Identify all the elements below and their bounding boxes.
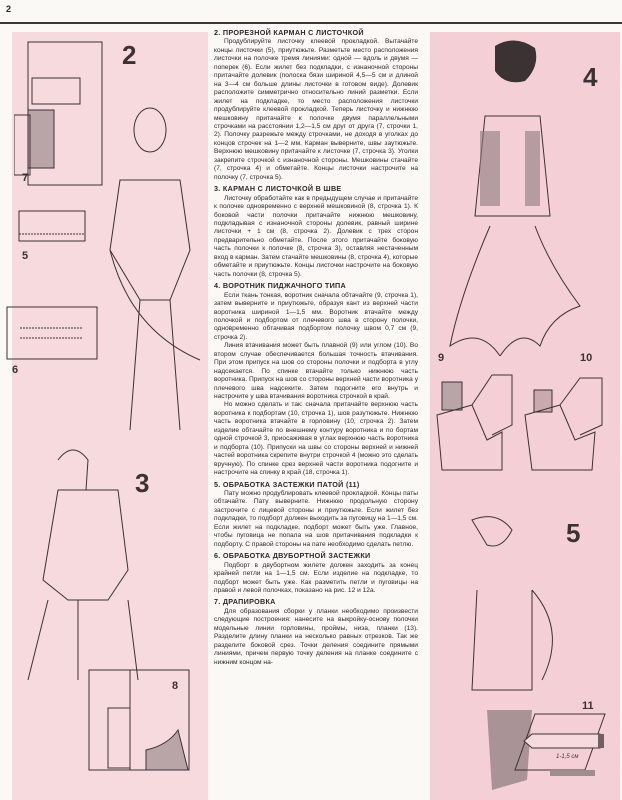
section-paragraph: Но можно сделать и так: сначала притачайте верхнюю часть воротника к подбортам (10, строчка 1), шов разутюжьте. Нижнюю часть воротника втачайте в горловину (10, строчка 2). Затем изделие обтачайте по внешнему контуру воротника и по бортам одной строчкой 3, приосаживая в углах верхнюю часть воротника и подборта (10). Припуски на швы со стороны верхней и нижней частей воротника скрепите внутри строчкой 4 (можно это сделать вручную). По спинке срез верхней части воротника подогните и настрочите на спинку в край (18, строчка 1).: [214, 401, 418, 477]
section-paragraph: Листочку обработайте как в предыдущем случае и притачайте к полочке одновременно с верхней мешковиной (8, строчка 1). К боковой части полочки притачайте нижнюю мешковину, подкладывая с изнаночной стороны долевик, равный ширине листочки + 1 см (8, строчка 2). Долевик с трех сторон предварительно обметайте. После этого притачайте боковую часть полочки к полочке (8, строчка 3), оставляя нестаченным вход в карман. Затем стачайте мешковины (8, строчка 4), которые обметайте и приутюжьте. Концы листочки настрочите на боковую часть полочки (8, строчка 5).: [214, 194, 418, 278]
section-heading: 2. ПРОРЕЗНОЙ КАРМАН С ЛИСТОЧКОЙ: [214, 28, 364, 37]
fashion-sketch-figure-3: [18, 420, 158, 680]
figure-5-pocket-flap: [18, 210, 88, 244]
figure-label-2: 2: [122, 40, 137, 70]
section-paragraph: Если ткань тонкая, воротник сначала обтачайте (9, строчка 1), затем выверните и приутюжьте, образуя кант из верхней части воротника шириной 1—1,5 мм. Воротник втачайте между полочкой и подбортом от плечевого шва в сторону полочки, одновременно обтачивая подбортом полочку швом 0,7 см (9, строчка 2).: [214, 291, 418, 341]
figure-label-7: 7: [22, 172, 29, 184]
page-number: 2: [6, 4, 12, 14]
figure-label-3: 3: [135, 468, 150, 498]
figure-8-seam-pocket-diagram: [88, 660, 198, 775]
figure-11-placket-diagram: [510, 712, 610, 778]
section-heading: 6. ОБРАБОТКА ДВУБОРТНОЙ ЗАСТЕЖКИ: [214, 551, 371, 561]
section-heading: 5. ОБРАБОТКА ЗАСТЕЖКИ ПАТОЙ (11): [214, 479, 360, 489]
figure-label-9: 9: [438, 352, 445, 364]
fashion-sketch-figure-2: [80, 100, 208, 440]
section-paragraph: Для образования сборки у планки необходимо произвести следующие построения: нанесите на выкройку-основу полочки модельные линии горловины, проймы, низа, планки (13). Разделите длину планки на несколько равных отрезков. Так же разделите боковой срез. Точки деления соедините прямыми линиями, причем первую точку деления на планке соедините с нижним концом на-: [214, 607, 418, 666]
section-paragraph: Пату можно продублировать клеевой прокладкой. Концы паты обтачайте. Пату выверните. Нижнюю продольную сторону застрочите с лицевой стороны и приутюжьте. Если жилет без подкладки, то подборт должен выходить за пуговицу на 1—1,5 см. Если жилет на подкладке, подборт может быть уже. Главное, чтобы пуговица не попала на шов притачивания подкладки к подборту. С правой стороны на пате необходимо сделать петлю.: [214, 490, 418, 548]
figure-label-10: 10: [580, 352, 593, 364]
figure-label-5-large: 5: [566, 518, 581, 548]
figure-label-4: 4: [583, 62, 598, 92]
figure-10-collar-diagram: [520, 370, 610, 485]
section-paragraph: Продублируйте листочку клеевой прокладкой. Вытачайте концы листочки (5), приутюжьте. Разметьте место расположения листочки на полочке тремя линиями: одной — вдоль и двумя — поперек (6). Если жилет без подкладки, с изнаночной стороны притачайте долевик (полоска бязи шириной 4,5—5 см и длиной на 3—4 см больше длины листочки в готовом виде). Долевик расположите симметрично относительно линий разметки. Если жилет на подкладке, то место расположения листочки продублируйте клеевой прокладкой. Теперь листочку и нижнюю мешковину притачайте к полочке двумя параллельными строчками на расстоянии 1,2—1,5 см друг от друга (7, строчки 1, 2). Полочку разрежьте между строчками, не доходя в уголках до концов строчек на 1—2 мм. Карман выверните, швы заутюжьте. Верхнюю мешковину притачайте к листочке (7, строчка 3). Уголки закрепите строчкой с изнаночной стороны. Мешковины стачайте (7, строчка 4) и обметайте. Концы листочки настрочите на полочку (7, строчка 5).: [214, 38, 418, 181]
instructions-column: [214, 26, 418, 667]
header-rule: [0, 22, 622, 24]
section-heading: 7. ДРАПИРОВКА: [214, 597, 276, 607]
figure-label-6: 6: [12, 364, 19, 376]
section-paragraph: Подборт в двубортном жилете должен заходить за конец крайней петли на 1—1,5 см. Если изделие на подкладке, то подборт может быть уже. Как разметить петли и пуговицы на правой и левой полочках, показано на рис. 12 и 12а.: [214, 561, 418, 594]
figure-label-8: 8: [172, 680, 179, 692]
figure-11-measurement: 1-1,5 см: [556, 754, 579, 760]
fashion-sketch-figure-4: [440, 36, 590, 356]
section-paragraph: Линия втачивания может быть плавной (9) или углом (10). Во втором случае обеспечивается большая точность втачивания. При этом припуск на шов со стороны полочки и подборта в углу надсекается. По спинке втачайте только нижнюю часть воротника. Припуск на шов со стороны верхней части воротника у плечевого шва надсеките. Затем подогните его внутрь и настрочите у шва втачивания воротника строчкой в край.: [214, 342, 418, 401]
section-heading: 4. ВОРОТНИК ПИДЖАЧНОГО ТИПА: [214, 281, 347, 291]
figure-9-collar-diagram: [432, 370, 517, 485]
figure-label-5-small: 5: [22, 250, 29, 262]
section-heading: 3. КАРМАН С ЛИСТОЧКОЙ В ШВЕ: [214, 184, 342, 194]
figure-label-11: 11: [582, 700, 594, 712]
